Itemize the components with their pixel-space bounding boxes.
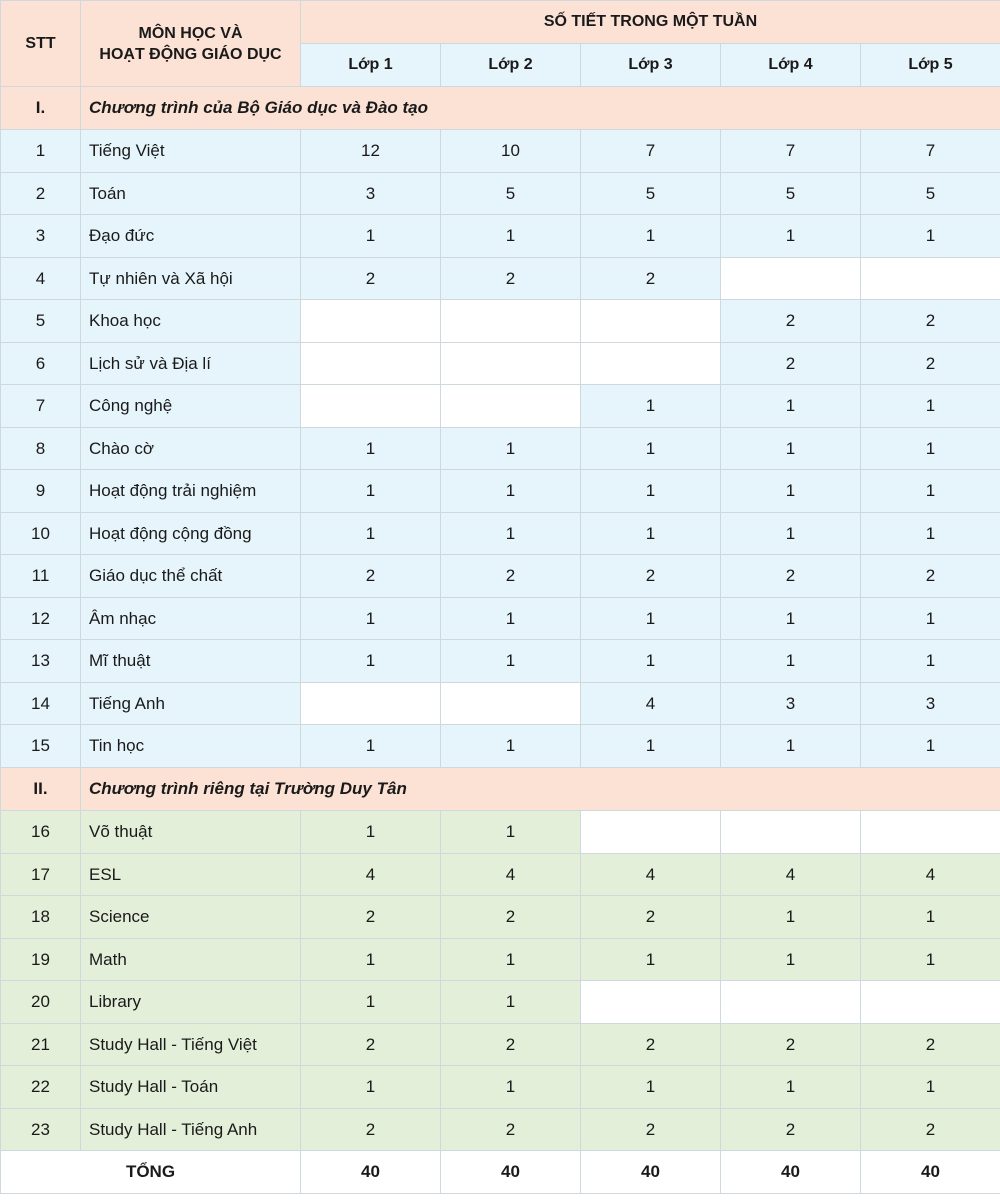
period-count: 2 (581, 555, 721, 598)
period-count: 2 (441, 1109, 581, 1151)
period-count: 1 (441, 725, 581, 768)
period-count: 4 (441, 854, 581, 896)
period-count: 1 (861, 598, 1000, 640)
period-count: 2 (301, 1109, 441, 1151)
row-number: 12 (1, 598, 81, 640)
period-count: 4 (581, 854, 721, 896)
subject-name: Chào cờ (81, 428, 301, 470)
period-count: 1 (861, 896, 1000, 939)
period-count: 1 (301, 513, 441, 555)
subject-name: Study Hall - Toán (81, 1066, 301, 1109)
grade-header: Lớp 5 (861, 44, 1000, 87)
grade-header: Lớp 4 (721, 44, 861, 87)
table-row (1, 343, 1000, 385)
period-count: 1 (861, 939, 1000, 981)
subject-name: Tiếng Anh (81, 683, 301, 725)
period-count: 1 (581, 725, 721, 768)
period-count: 2 (581, 896, 721, 939)
period-count: 2 (441, 555, 581, 598)
period-count: 4 (861, 854, 1000, 896)
subject-header-line1: MÔN HỌC VÀ (138, 24, 243, 42)
section-title: Chương trình của Bộ Giáo dục và Đào tạo (81, 87, 1000, 130)
subject-name: Mĩ thuật (81, 640, 301, 683)
table-row (1, 173, 1000, 215)
table-row (1, 470, 1000, 513)
period-count: 2 (301, 896, 441, 939)
total-value: 40 (721, 1151, 861, 1194)
period-count (861, 811, 1000, 854)
section-row (1, 768, 1000, 811)
period-count: 1 (721, 896, 861, 939)
period-count: 2 (721, 300, 861, 343)
period-count: 1 (301, 725, 441, 768)
period-count (721, 258, 861, 300)
period-count: 1 (441, 598, 581, 640)
period-count (581, 981, 721, 1024)
period-count: 2 (301, 1024, 441, 1066)
row-number: 21 (1, 1024, 81, 1066)
period-count: 1 (721, 470, 861, 513)
table-row (1, 811, 1000, 854)
period-count: 1 (861, 1066, 1000, 1109)
total-value: 40 (301, 1151, 441, 1194)
period-count: 1 (441, 513, 581, 555)
section-number: II. (1, 768, 81, 811)
total-value: 40 (581, 1151, 721, 1194)
period-count: 2 (721, 1024, 861, 1066)
subject-name: Study Hall - Tiếng Việt (81, 1024, 301, 1066)
period-count: 1 (861, 428, 1000, 470)
period-count: 2 (861, 1109, 1000, 1151)
period-count: 1 (861, 513, 1000, 555)
period-count: 1 (301, 428, 441, 470)
subject-name: ESL (81, 854, 301, 896)
period-count (441, 300, 581, 343)
row-number: 14 (1, 683, 81, 725)
period-count: 10 (441, 130, 581, 173)
period-count: 2 (441, 1024, 581, 1066)
period-count: 5 (721, 173, 861, 215)
period-count: 1 (581, 513, 721, 555)
period-count: 1 (301, 1066, 441, 1109)
table-row (1, 428, 1000, 470)
subject-name: Toán (81, 173, 301, 215)
period-count: 1 (301, 981, 441, 1024)
period-count: 2 (441, 896, 581, 939)
period-count: 1 (721, 513, 861, 555)
period-count: 1 (721, 640, 861, 683)
period-count: 5 (861, 173, 1000, 215)
subject-name: Giáo dục thể chất (81, 555, 301, 598)
table-row (1, 640, 1000, 683)
period-count: 2 (301, 258, 441, 300)
row-number: 13 (1, 640, 81, 683)
table-row (1, 1024, 1000, 1066)
table-row (1, 1066, 1000, 1109)
subject-name: Science (81, 896, 301, 939)
row-number: 3 (1, 215, 81, 258)
table-row (1, 215, 1000, 258)
period-count: 1 (441, 811, 581, 854)
period-count: 2 (441, 258, 581, 300)
row-number: 1 (1, 130, 81, 173)
row-number: 8 (1, 428, 81, 470)
row-number: 22 (1, 1066, 81, 1109)
subject-name: Hoạt động cộng đồng (81, 513, 301, 555)
total-value: 40 (861, 1151, 1000, 1194)
subject-name: Tin học (81, 725, 301, 768)
subject-name: Đạo đức (81, 215, 301, 258)
period-count: 1 (721, 939, 861, 981)
period-count (301, 385, 441, 428)
period-count: 4 (581, 683, 721, 725)
period-count: 1 (301, 215, 441, 258)
table-row (1, 130, 1000, 173)
table-row (1, 683, 1000, 725)
stt-header: STT (1, 1, 81, 87)
section-number: I. (1, 87, 81, 130)
table-row (1, 300, 1000, 343)
total-label: TỔNG (1, 1151, 301, 1194)
table-row (1, 598, 1000, 640)
total-row (1, 1151, 1000, 1194)
period-count: 5 (581, 173, 721, 215)
period-count: 1 (441, 470, 581, 513)
row-number: 11 (1, 555, 81, 598)
total-value: 40 (441, 1151, 581, 1194)
period-count: 1 (581, 215, 721, 258)
period-count: 1 (861, 470, 1000, 513)
period-count: 2 (721, 1109, 861, 1151)
period-count: 1 (721, 1066, 861, 1109)
period-count: 1 (441, 1066, 581, 1109)
subject-name: Tự nhiên và Xã hội (81, 258, 301, 300)
period-count (861, 981, 1000, 1024)
table-row (1, 981, 1000, 1024)
period-count: 1 (581, 470, 721, 513)
period-count: 2 (301, 555, 441, 598)
period-count: 1 (721, 385, 861, 428)
period-count: 2 (861, 1024, 1000, 1066)
period-count: 1 (861, 640, 1000, 683)
period-count: 1 (441, 939, 581, 981)
table-row (1, 513, 1000, 555)
table-row (1, 258, 1000, 300)
subject-name: Võ thuật (81, 811, 301, 854)
period-count: 1 (441, 981, 581, 1024)
section-title: Chương trình riêng tại Trường Duy Tân (81, 768, 1000, 811)
period-count: 1 (861, 385, 1000, 428)
period-count: 3 (721, 683, 861, 725)
period-count: 1 (581, 1066, 721, 1109)
period-count (721, 981, 861, 1024)
period-count: 1 (721, 215, 861, 258)
period-count: 2 (721, 555, 861, 598)
subject-header-line2: HOẠT ĐỘNG GIÁO DỤC (99, 45, 282, 63)
period-count: 1 (441, 215, 581, 258)
period-count: 1 (581, 385, 721, 428)
period-count: 1 (301, 640, 441, 683)
period-count: 1 (581, 428, 721, 470)
period-count: 7 (581, 130, 721, 173)
period-count (301, 343, 441, 385)
subject-name: Công nghệ (81, 385, 301, 428)
period-count: 1 (581, 640, 721, 683)
row-number: 4 (1, 258, 81, 300)
period-count: 3 (861, 683, 1000, 725)
period-count (721, 811, 861, 854)
table-body (1, 87, 1000, 1151)
row-number: 16 (1, 811, 81, 854)
period-count: 2 (581, 1109, 721, 1151)
period-count: 4 (721, 854, 861, 896)
period-count: 1 (581, 939, 721, 981)
row-number: 5 (1, 300, 81, 343)
period-count: 3 (301, 173, 441, 215)
period-count (581, 811, 721, 854)
period-count: 1 (721, 428, 861, 470)
row-number: 9 (1, 470, 81, 513)
period-count: 1 (441, 640, 581, 683)
row-number: 20 (1, 981, 81, 1024)
period-count (301, 300, 441, 343)
row-number: 10 (1, 513, 81, 555)
period-count: 1 (721, 598, 861, 640)
row-number: 18 (1, 896, 81, 939)
grade-header: Lớp 1 (301, 44, 441, 87)
period-count (581, 343, 721, 385)
period-count: 2 (861, 555, 1000, 598)
row-number: 19 (1, 939, 81, 981)
period-count (861, 258, 1000, 300)
table-row (1, 1109, 1000, 1151)
periods-header: SỐ TIẾT TRONG MỘT TUẦN (301, 1, 1000, 44)
period-count (441, 385, 581, 428)
period-count: 2 (581, 258, 721, 300)
subject-name: Hoạt động trải nghiệm (81, 470, 301, 513)
row-number: 7 (1, 385, 81, 428)
subject-name: Âm nhạc (81, 598, 301, 640)
table-row (1, 939, 1000, 981)
period-count: 1 (861, 215, 1000, 258)
subject-name: Library (81, 981, 301, 1024)
row-number: 23 (1, 1109, 81, 1151)
row-number: 15 (1, 725, 81, 768)
period-count: 1 (581, 598, 721, 640)
table-row (1, 555, 1000, 598)
subject-name: Math (81, 939, 301, 981)
table-row (1, 385, 1000, 428)
period-count: 1 (301, 470, 441, 513)
period-count (441, 683, 581, 725)
period-count: 5 (441, 173, 581, 215)
period-count: 1 (301, 598, 441, 640)
period-count: 1 (721, 725, 861, 768)
grade-header: Lớp 2 (441, 44, 581, 87)
grade-header: Lớp 3 (581, 44, 721, 87)
period-count (581, 300, 721, 343)
subject-header (81, 1, 301, 87)
table-row (1, 725, 1000, 768)
table-row (1, 854, 1000, 896)
row-number: 2 (1, 173, 81, 215)
period-count (301, 683, 441, 725)
subject-name: Lịch sử và Địa lí (81, 343, 301, 385)
section-row (1, 87, 1000, 130)
row-number: 17 (1, 854, 81, 896)
subject-name: Tiếng Việt (81, 130, 301, 173)
table-row (1, 896, 1000, 939)
period-count: 2 (721, 343, 861, 385)
period-count: 2 (861, 343, 1000, 385)
period-count: 1 (861, 725, 1000, 768)
subject-name: Study Hall - Tiếng Anh (81, 1109, 301, 1151)
period-count: 7 (861, 130, 1000, 173)
period-count: 7 (721, 130, 861, 173)
period-count: 12 (301, 130, 441, 173)
period-count: 2 (581, 1024, 721, 1066)
period-count: 1 (301, 939, 441, 981)
subject-name: Khoa học (81, 300, 301, 343)
period-count: 4 (301, 854, 441, 896)
row-number: 6 (1, 343, 81, 385)
period-count (441, 343, 581, 385)
period-count: 1 (301, 811, 441, 854)
period-count: 2 (861, 300, 1000, 343)
period-count: 1 (441, 428, 581, 470)
